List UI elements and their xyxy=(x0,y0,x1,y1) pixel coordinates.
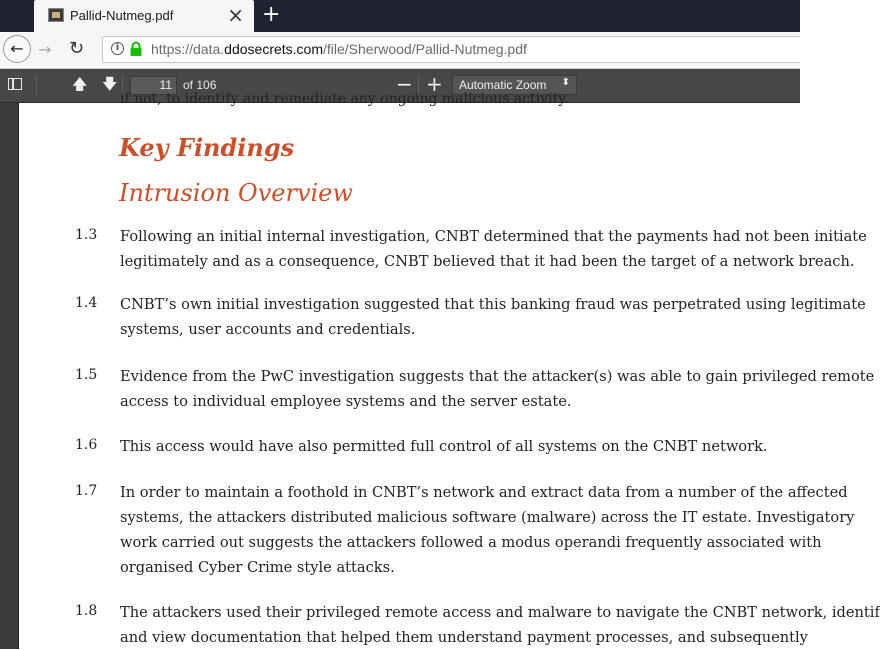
paragraph-text xyxy=(120,480,855,580)
page-count: of 106 xyxy=(183,78,217,92)
subsection-heading: Intrusion Overview xyxy=(119,179,353,207)
paragraph-line: work carried out suggests the attackers followed a modus operandi frequently associated with xyxy=(120,534,822,551)
partial-text-line: if not, to identify and remediate any ongoing malicious activity. xyxy=(120,91,569,107)
paragraph-number: 1.7 xyxy=(75,483,98,499)
paragraph-line: CNBT’s own initial investigation suggested that this banking fraud was perpetrated using legitimate xyxy=(120,296,866,313)
lock-icon xyxy=(129,41,143,57)
pdf-favicon-icon xyxy=(48,8,64,22)
paragraph-number: 1.8 xyxy=(75,603,98,619)
paragraph-number: 1.5 xyxy=(75,367,98,383)
forward-button[interactable]: → xyxy=(38,40,52,59)
paragraph-text xyxy=(120,224,867,274)
url-prefix: https://data. xyxy=(151,41,225,57)
page-number-input[interactable]: 11 xyxy=(130,76,177,95)
site-info-icon[interactable]: i xyxy=(111,42,124,55)
pdf-viewer[interactable] xyxy=(0,91,880,649)
pdf-page xyxy=(18,91,880,649)
paragraph-line: systems, user accounts and credentials. xyxy=(120,321,416,338)
section-heading: Key Findings xyxy=(119,133,295,162)
paragraph-number: 1.4 xyxy=(75,295,98,311)
previous-page-button[interactable]: 🡅 xyxy=(72,75,88,93)
paragraph-text xyxy=(120,292,866,342)
tab-close-icon[interactable]: × xyxy=(227,3,244,27)
paragraph-number: 1.6 xyxy=(75,437,98,453)
url-domain: ddosecrets.com xyxy=(224,41,323,57)
next-page-button[interactable]: 🡇 xyxy=(102,75,118,93)
zoom-value: Automatic Zoom xyxy=(459,78,547,92)
new-tab-button[interactable]: + xyxy=(262,2,281,27)
paragraph-line: Following an initial internal investigation, CNBT determined that the payments had not been initiate xyxy=(120,228,867,245)
sidebar-toggle-icon[interactable] xyxy=(8,78,22,90)
paragraph-text xyxy=(120,434,820,459)
url-bar[interactable] xyxy=(102,36,800,63)
paragraph-text xyxy=(120,364,875,414)
navigation-bar xyxy=(0,32,800,69)
paragraph-line: In order to maintain a foothold in CNBT’s network and extract data from a number of the affected xyxy=(120,484,848,501)
paragraph-line: systems, the attackers distributed malicious software (malware) across the IT estate. Investigatory xyxy=(120,509,855,526)
paragraph-number: 1.3 xyxy=(75,227,98,243)
paragraph-line: The attackers used their privileged remote access and malware to navigate the CNBT network, identif xyxy=(120,604,880,621)
paragraph-line: legitimately and as a consequence, CNBT believed that it had been the target of a network breach. xyxy=(120,253,855,270)
tab-strip xyxy=(0,0,800,32)
paragraph-line: and view documentation that helped them understand payment processes, and subsequently xyxy=(120,629,808,646)
paragraph-line: access to individual employee systems and the server estate. xyxy=(120,393,572,410)
paragraph-text xyxy=(120,600,880,650)
reload-button[interactable]: ↻ xyxy=(69,38,85,59)
paragraph-line: organised Cyber Crime style attacks. xyxy=(120,559,395,576)
paragraph-line: This access would have also permitted full control of all systems on the CNBT network. xyxy=(120,438,768,455)
zoom-out-button[interactable]: − xyxy=(396,72,413,96)
toolbar-divider xyxy=(36,75,37,95)
tab-title: Pallid-Nutmeg.pdf xyxy=(70,8,174,23)
tab-active[interactable] xyxy=(34,0,254,32)
paragraph-line: Evidence from the PwC investigation suggests that the attacker(s) was able to gain privileged remote xyxy=(120,368,875,385)
dropdown-caret-icon: ⬍ xyxy=(561,77,570,88)
zoom-in-button[interactable]: + xyxy=(426,72,443,96)
url-text[interactable] xyxy=(151,41,527,57)
url-path: /file/Sherwood/Pallid-Nutmeg.pdf xyxy=(323,41,527,57)
back-button[interactable]: ← xyxy=(3,35,31,63)
